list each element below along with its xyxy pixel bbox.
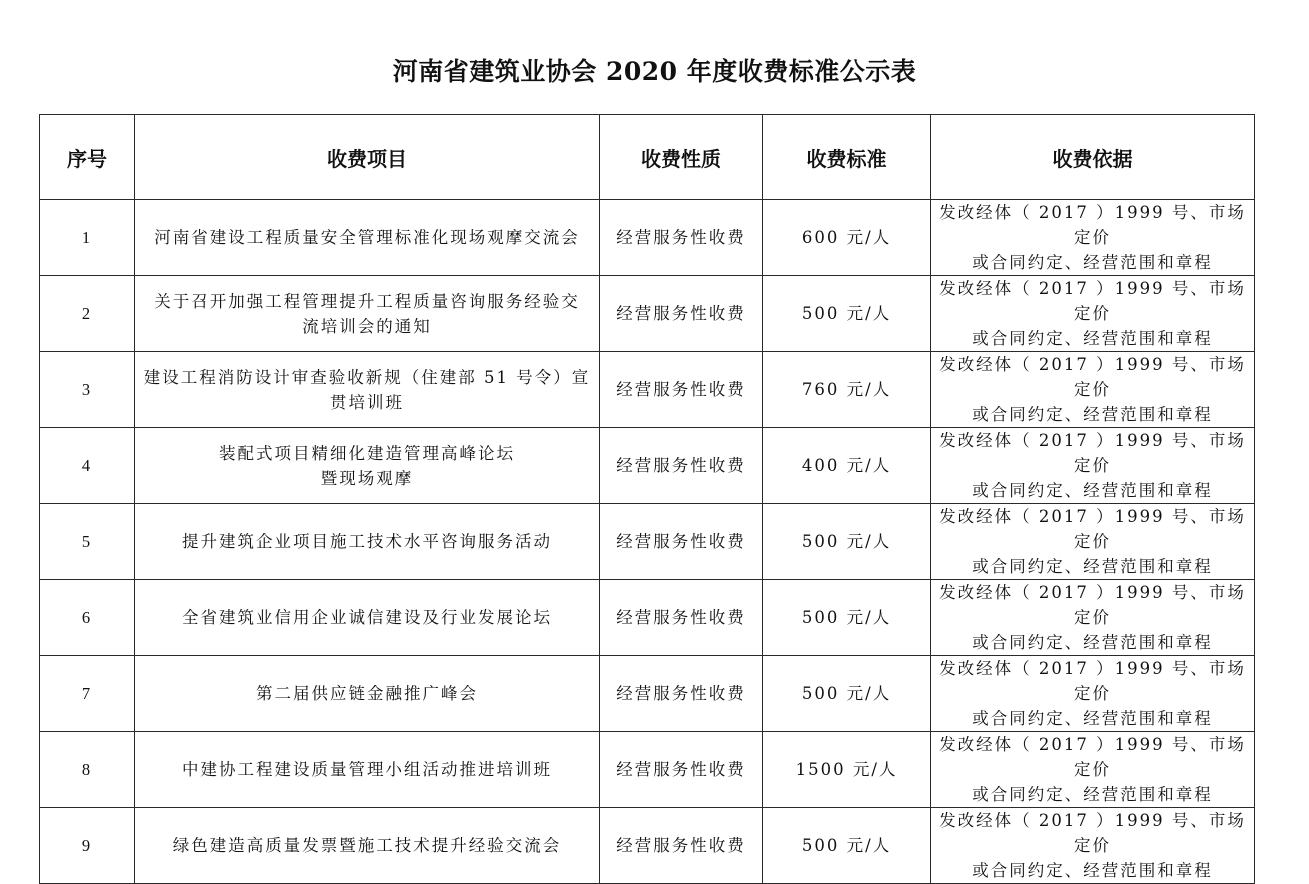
fee-basis-line2: 或合同约定、经营范围和章程 [972,633,1213,652]
fee-basis-line1: 发改经体（ 2017 ）1999 号、市场定价 [939,507,1246,551]
fee-nature [600,200,763,276]
fee-nature [600,504,763,580]
fee-standard [763,732,931,808]
fee-basis-line2: 或合同约定、经营范围和章程 [972,405,1213,424]
fee-item-line1: 全省建筑业信用企业诚信建设及行业发展论坛 [182,608,552,627]
fee-standard-text: 400 元/人 [801,456,892,475]
table-row [40,580,1255,656]
header-basis: 收费依据 [931,115,1255,200]
fee-item-line2: 暨现场观摩 [320,468,414,488]
table-row [40,656,1255,732]
fee-basis-line2: 或合同约定、经营范围和章程 [972,329,1213,348]
fee-item [135,808,600,884]
row-number [40,656,135,732]
fee-item [135,656,600,732]
fee-item [135,428,600,504]
fee-item [135,276,600,352]
header-item: 收费项目 [135,115,600,200]
row-number-text: 8 [81,760,93,779]
fee-basis-line2: 或合同约定、经营范围和章程 [972,253,1213,272]
fee-standard-text: 500 元/人 [801,304,892,323]
table-row [40,352,1255,428]
fee-basis [931,656,1255,732]
fee-standard-text: 500 元/人 [801,836,892,855]
table-row [40,428,1255,504]
table-header-row [40,115,1255,200]
fee-standard-text: 760 元/人 [801,380,892,399]
fee-item-line1: 提升建筑企业项目施工技术水平咨询服务活动 [182,532,552,551]
fee-standard [763,428,931,504]
fee-basis [931,808,1255,884]
table-row [40,200,1255,276]
fee-basis-line1: 发改经体（ 2017 ）1999 号、市场定价 [939,279,1246,323]
row-number [40,352,135,428]
header-nature: 收费性质 [600,115,763,200]
fee-basis-line2: 或合同约定、经营范围和章程 [972,861,1213,880]
fee-nature-text: 经营服务性收费 [616,760,746,779]
fee-standard [763,808,931,884]
fee-standard [763,656,931,732]
fee-standard-text: 600 元/人 [801,228,892,247]
fee-item [135,200,600,276]
table-row [40,504,1255,580]
fee-basis-line2: 或合同约定、经营范围和章程 [972,557,1213,576]
fee-item-line1: 中建协工程建设质量管理小组活动推进培训班 [182,760,552,779]
fee-nature [600,428,763,504]
fee-item-line1: 装配式项目精细化建造管理高峰论坛 [219,443,515,463]
fee-item-line1: 绿色建造高质量发票暨施工技术提升经验交流会 [172,836,562,855]
fee-basis [931,428,1255,504]
fee-basis-line2: 或合同约定、经营范围和章程 [972,709,1213,728]
fee-basis [931,352,1255,428]
row-number [40,732,135,808]
fee-nature-text: 经营服务性收费 [616,456,746,475]
fee-item [135,732,600,808]
fee-item [135,504,600,580]
fee-nature [600,276,763,352]
row-number [40,808,135,884]
fee-standard-text: 500 元/人 [801,684,892,703]
table-row [40,276,1255,352]
fee-standard [763,580,931,656]
fee-basis-line2: 或合同约定、经营范围和章程 [972,785,1213,804]
fee-item-line2: 贯培训班 [330,392,404,412]
fee-item-line1: 第二届供应链金融推广峰会 [256,684,478,703]
row-number-text: 6 [81,608,93,627]
fee-standard [763,352,931,428]
fee-standard [763,276,931,352]
row-number-text: 2 [81,304,93,323]
row-number-text: 3 [81,380,93,399]
fee-basis-line1: 发改经体（ 2017 ）1999 号、市场定价 [939,203,1246,247]
fee-basis-line1: 发改经体（ 2017 ）1999 号、市场定价 [939,355,1246,399]
fee-basis-line1: 发改经体（ 2017 ）1999 号、市场定价 [939,811,1246,855]
row-number [40,428,135,504]
fee-item-line1: 建设工程消防设计审查验收新规（住建部 51 号令）宣 [143,367,591,387]
fee-nature [600,808,763,884]
fee-standard-text: 1500 元/人 [795,760,898,779]
table-row [40,808,1255,884]
row-number [40,580,135,656]
fee-item [135,580,600,656]
row-number [40,504,135,580]
row-number [40,200,135,276]
fee-nature-text: 经营服务性收费 [616,304,746,323]
fee-nature-text: 经营服务性收费 [616,228,746,247]
header-no: 序号 [40,115,135,200]
fee-basis [931,200,1255,276]
fee-basis-line1: 发改经体（ 2017 ）1999 号、市场定价 [939,431,1246,475]
fee-nature [600,732,763,808]
fee-item-line1: 关于召开加强工程管理提升工程质量咨询服务经验交 [154,291,580,311]
fee-basis-line2: 或合同约定、经营范围和章程 [972,481,1213,500]
fee-basis [931,276,1255,352]
row-number-text: 9 [81,836,93,855]
fee-basis [931,504,1255,580]
fee-item [135,352,600,428]
fee-basis-line1: 发改经体（ 2017 ）1999 号、市场定价 [939,735,1246,779]
row-number-text: 1 [81,228,93,247]
fee-basis-line1: 发改经体（ 2017 ）1999 号、市场定价 [939,659,1246,703]
fee-nature-text: 经营服务性收费 [616,836,746,855]
fee-nature-text: 经营服务性收费 [616,608,746,627]
fee-nature [600,352,763,428]
fee-item-line1: 河南省建设工程质量安全管理标准化现场观摩交流会 [154,228,580,247]
fee-basis-line1: 发改经体（ 2017 ）1999 号、市场定价 [939,583,1246,627]
fee-nature-text: 经营服务性收费 [616,380,746,399]
fee-standard-table [39,114,1255,884]
fee-basis [931,732,1255,808]
fee-basis [931,580,1255,656]
fee-item-line2: 流培训会的通知 [302,316,432,336]
fee-nature-text: 经营服务性收费 [616,532,746,551]
fee-standard [763,504,931,580]
row-number-text: 4 [81,456,93,475]
fee-standard [763,200,931,276]
fee-standard-text: 500 元/人 [801,532,892,551]
table-row [40,732,1255,808]
fee-nature-text: 经营服务性收费 [616,684,746,703]
document-title: 河南省建筑业协会 2020 年度收费标准公示表 [392,57,917,86]
row-number-text: 7 [81,684,93,703]
fee-standard-text: 500 元/人 [801,608,892,627]
fee-nature [600,580,763,656]
row-number [40,276,135,352]
header-standard: 收费标准 [763,115,931,200]
fee-nature [600,656,763,732]
row-number-text: 5 [81,532,93,551]
